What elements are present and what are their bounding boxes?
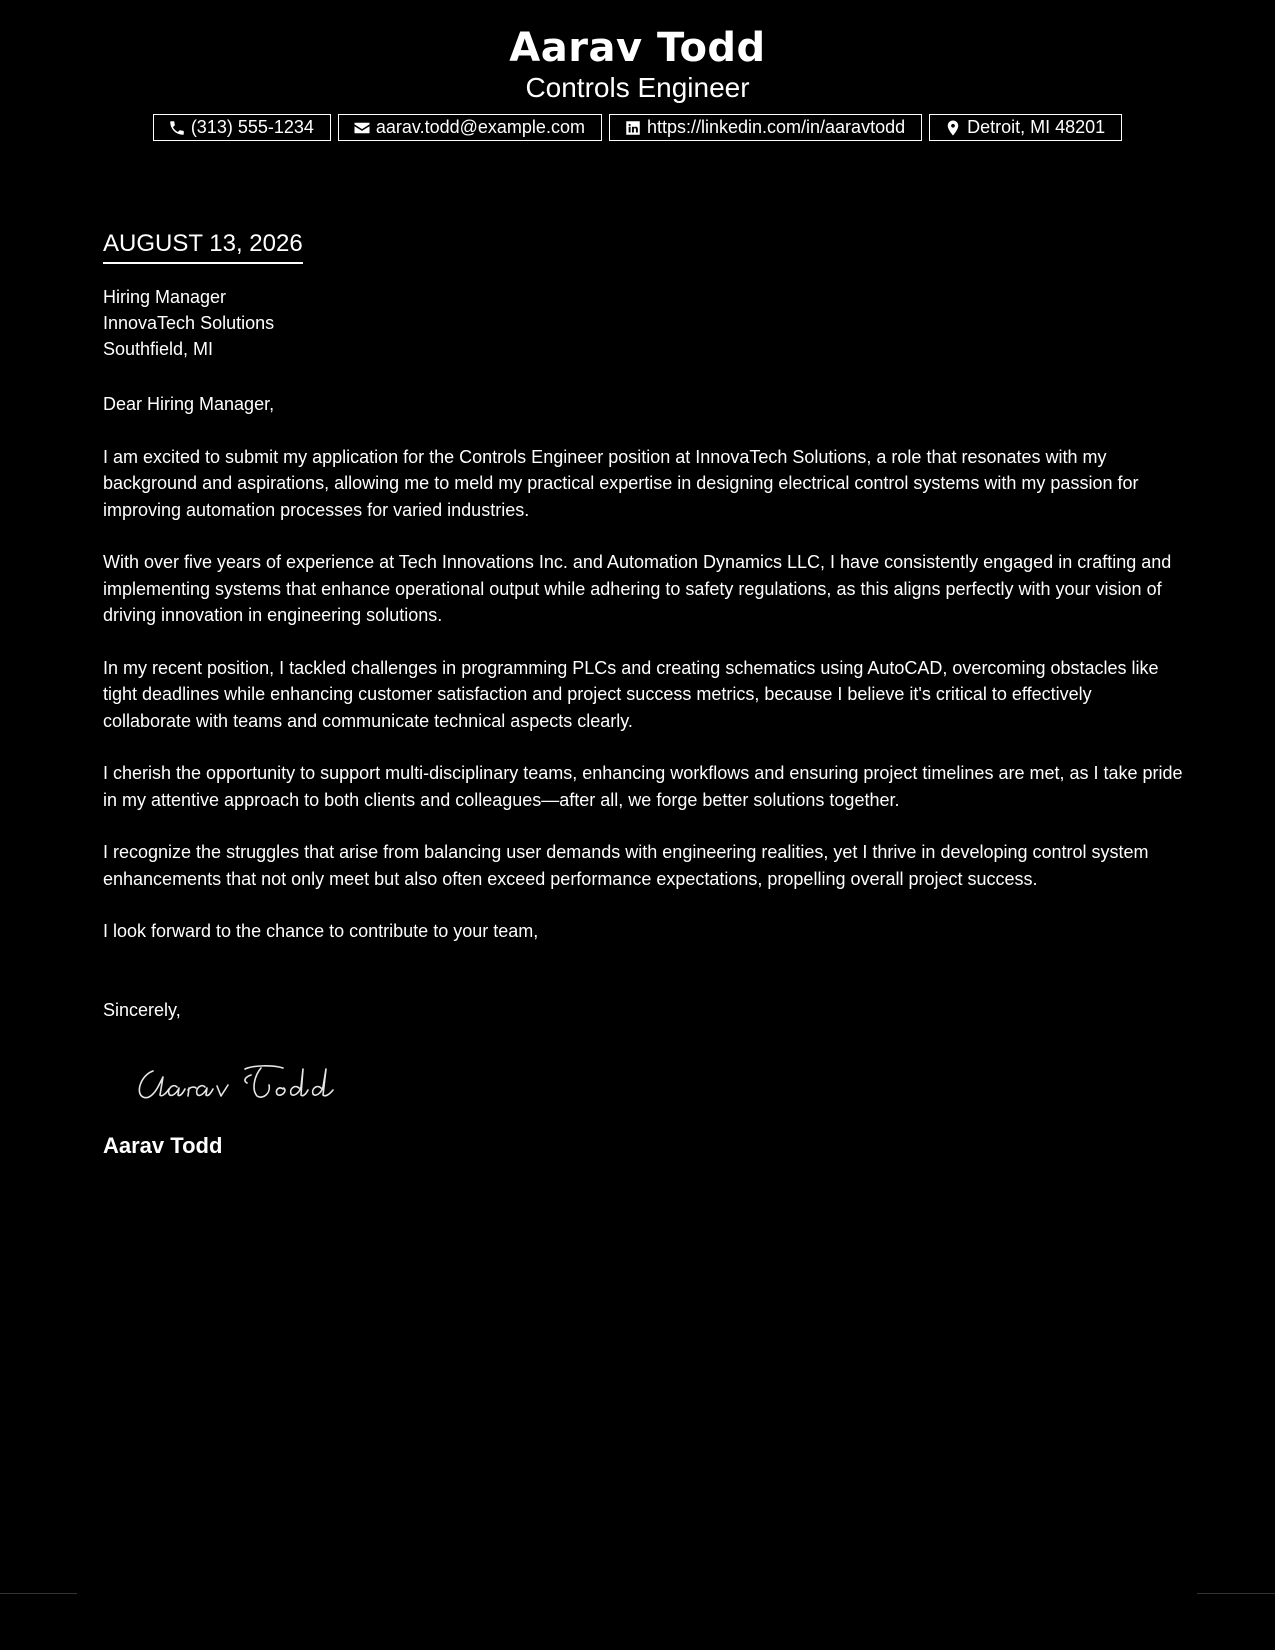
recipient-title: Hiring Manager — [103, 287, 227, 307]
contact-email[interactable] — [338, 114, 602, 141]
envelope-icon — [353, 119, 371, 137]
salutation: Dear Hiring Manager, — [103, 394, 275, 414]
applicant-name: Aarav Todd — [509, 25, 766, 71]
footer-divider-right — [1197, 1593, 1275, 1594]
contact-phone[interactable] — [153, 114, 331, 141]
linkedin-text: https://linkedin.com/in/aaravtodd — [646, 117, 906, 137]
signer-name: Aarav Todd — [103, 1133, 223, 1158]
body-paragraph: I am excited to submit my application for the Controls Engineer position at InnovaTech Solutions, a role that resonates with my background and aspirations, allowing me to meld my practical expertise in designing electrical control systems with my passion for improving automation processes for varied industries. — [103, 446, 1139, 520]
phone-text: (313) 555-1234 — [190, 117, 314, 137]
contact-location[interactable] — [929, 114, 1122, 141]
phone-icon — [168, 119, 186, 137]
footer-divider-left — [0, 1593, 77, 1594]
signoff: Sincerely, — [103, 999, 181, 1020]
recipient-company: InnovaTech Solutions — [103, 313, 275, 333]
body-paragraph: With over five years of experience at Tech Innovations Inc. and Automation Dynamics LLC, I have consistently engaged in crafting and implementing systems that enhance operational output while adhering to safety regulations, as this aligns perfectly with your vision of driving innovation in engineering solutions. — [103, 552, 1172, 625]
letter-date: AUGUST 13, 2026 — [103, 228, 303, 264]
body-paragraph: I recognize the struggles that arise from balancing user demands with engineering realities, yet I thrive in developing control system enhancements that not only meet but also often exceed performance expectations, propelling overall project success. — [103, 842, 1149, 889]
location-text: Detroit, MI 48201 — [967, 117, 1106, 137]
closing-line: I look forward to the chance to contribute to your team, — [103, 921, 539, 941]
applicant-title: Controls Engineer — [525, 72, 750, 103]
linkedin-icon — [624, 119, 642, 137]
body-paragraph: In my recent position, I tackled challenges in programming PLCs and creating schematics using AutoCAD, overcoming obstacles like tight deadlines while enhancing customer satisfaction and project success metrics, because I believe it's critical to effectively collaborate with teams and communicate technical aspects clearly. — [103, 657, 1159, 731]
signature-graphic — [133, 1059, 343, 1103]
map-marker-icon — [944, 119, 962, 137]
recipient-location: Southfield, MI — [103, 339, 214, 359]
letter-body — [103, 228, 1183, 1160]
handwritten-signature — [133, 1059, 343, 1103]
body-paragraph: I cherish the opportunity to support multi-disciplinary teams, enhancing workflows and ensuring project timelines are met, as I take pride in my attentive approach to both clients and colleagues—after all, we forge better solutions together. — [103, 763, 1183, 810]
contact-linkedin[interactable] — [609, 114, 922, 141]
letter-header — [0, 24, 1275, 104]
email-text: aarav.todd@example.com — [375, 117, 585, 137]
recipient-block — [103, 284, 1183, 362]
contact-bar — [0, 114, 1275, 141]
